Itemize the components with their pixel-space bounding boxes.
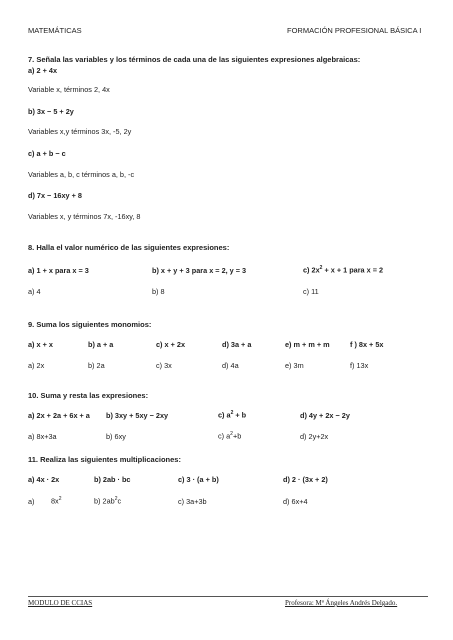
q11-answer-a: $8x^2$: [51, 496, 62, 506]
q10-expr-d: d) 4y + 2x − 2y: [300, 411, 350, 420]
q9-expr-b: b) a + a: [88, 340, 114, 349]
q10-expr-b: b) 3xy + 5xy − 2xy: [106, 411, 169, 420]
q10-expr-a: a) 2x + 2a + 6x + a: [28, 411, 90, 420]
q9-expr-c: c) x + 2x: [156, 340, 186, 349]
q11-answer-c: c) 3a+3b: [178, 497, 207, 506]
q11-answer-a-label: a): [28, 497, 35, 506]
q9-answer-c: c) 3x: [156, 361, 172, 370]
q8-expr-c: c) $2x^2 + x + 1$ para x = 2: [303, 265, 384, 275]
footer-left: MODULO DE CCIAS: [28, 599, 93, 607]
q10-answer-c: c) $a^2+b$: [218, 431, 242, 441]
q7-title: 7. Señala las variables y los términos de cada una de las siguientes expresiones algebraicas:: [28, 55, 361, 64]
q7-expr-b: b) 3x − 5 + 2y: [28, 107, 74, 116]
q10-expr-c: c) $a^2 + b$: [218, 410, 247, 420]
q9-answer-a: a) 2x: [28, 361, 45, 370]
q7-answer-b: Variables x,y términos 3x, -5, 2y: [28, 127, 132, 136]
footer-right: Profesora: Mª Ángeles Andrés Delgado.: [285, 599, 398, 607]
q9-expr-d: d) 3a + a: [222, 340, 252, 349]
q7-answer-d: Variables x, y términos 7x, -16xy, 8: [28, 212, 141, 221]
q11-expr-a: a) 4x · 2x: [28, 475, 60, 484]
q10-answer-b: b) 6xy: [106, 432, 126, 441]
q10-answer-a: a) 8x+3a: [28, 432, 57, 441]
q7-expr-a: a) 2 + 4x: [28, 66, 58, 75]
q11-answer-d: d) 6x+4: [283, 497, 308, 506]
q7-answer-a: Variable x, términos 2, 4x: [28, 85, 110, 94]
q8-expr-b: b) x + y + 3 para x = 2, y = 3: [152, 266, 247, 275]
q9-answer-e: e) 3m: [285, 361, 304, 370]
q9-answer-b: b) 2a: [88, 361, 105, 370]
q7-expr-d: d) 7x − 16xy + 8: [28, 191, 82, 200]
q8-answer-a: a) 4: [28, 287, 41, 296]
q8-expr-a: a) 1 + x para x = 3: [28, 266, 89, 275]
header-left: MATEMÁTICAS: [28, 26, 82, 35]
q9-title: 9. Suma los siguientes monomios:: [28, 320, 152, 329]
header-right: FORMACIÓN PROFESIONAL BÁSICA I: [287, 26, 422, 35]
q11-answer-b: b) $2ab^2c$: [94, 496, 122, 506]
q9-answer-f: f) 13x: [350, 361, 369, 370]
q10-answer-d: d) 2y+2x: [300, 432, 329, 441]
q10-title: 10. Suma y resta las expresiones:: [28, 391, 149, 400]
q9-expr-e: e) m + m + m: [285, 340, 330, 349]
q9-expr-f: f ) 8x + 5x: [350, 340, 384, 349]
q8-answer-c: c) 11: [303, 287, 319, 296]
footer-divider: [28, 596, 428, 597]
q8-answer-b: b) 8: [152, 287, 165, 296]
q8-title: 8. Halla el valor numérico de las siguientes expresiones:: [28, 243, 230, 252]
q9-expr-a: a) x + x: [28, 340, 53, 349]
q9-answer-d: d) 4a: [222, 361, 239, 370]
q11-expr-b: b) 2ab · bc: [94, 475, 131, 484]
q7-answer-c: Variables a, b, c términos a, b, -c: [28, 170, 135, 179]
q11-expr-d: d) 2 · (3x + 2): [283, 475, 328, 484]
q7-expr-c: c) a + b − c: [28, 149, 66, 158]
q11-expr-c: c) 3 · (a + b): [178, 475, 219, 484]
q11-title: 11. Realiza las siguientes multiplicaciones:: [28, 455, 181, 464]
